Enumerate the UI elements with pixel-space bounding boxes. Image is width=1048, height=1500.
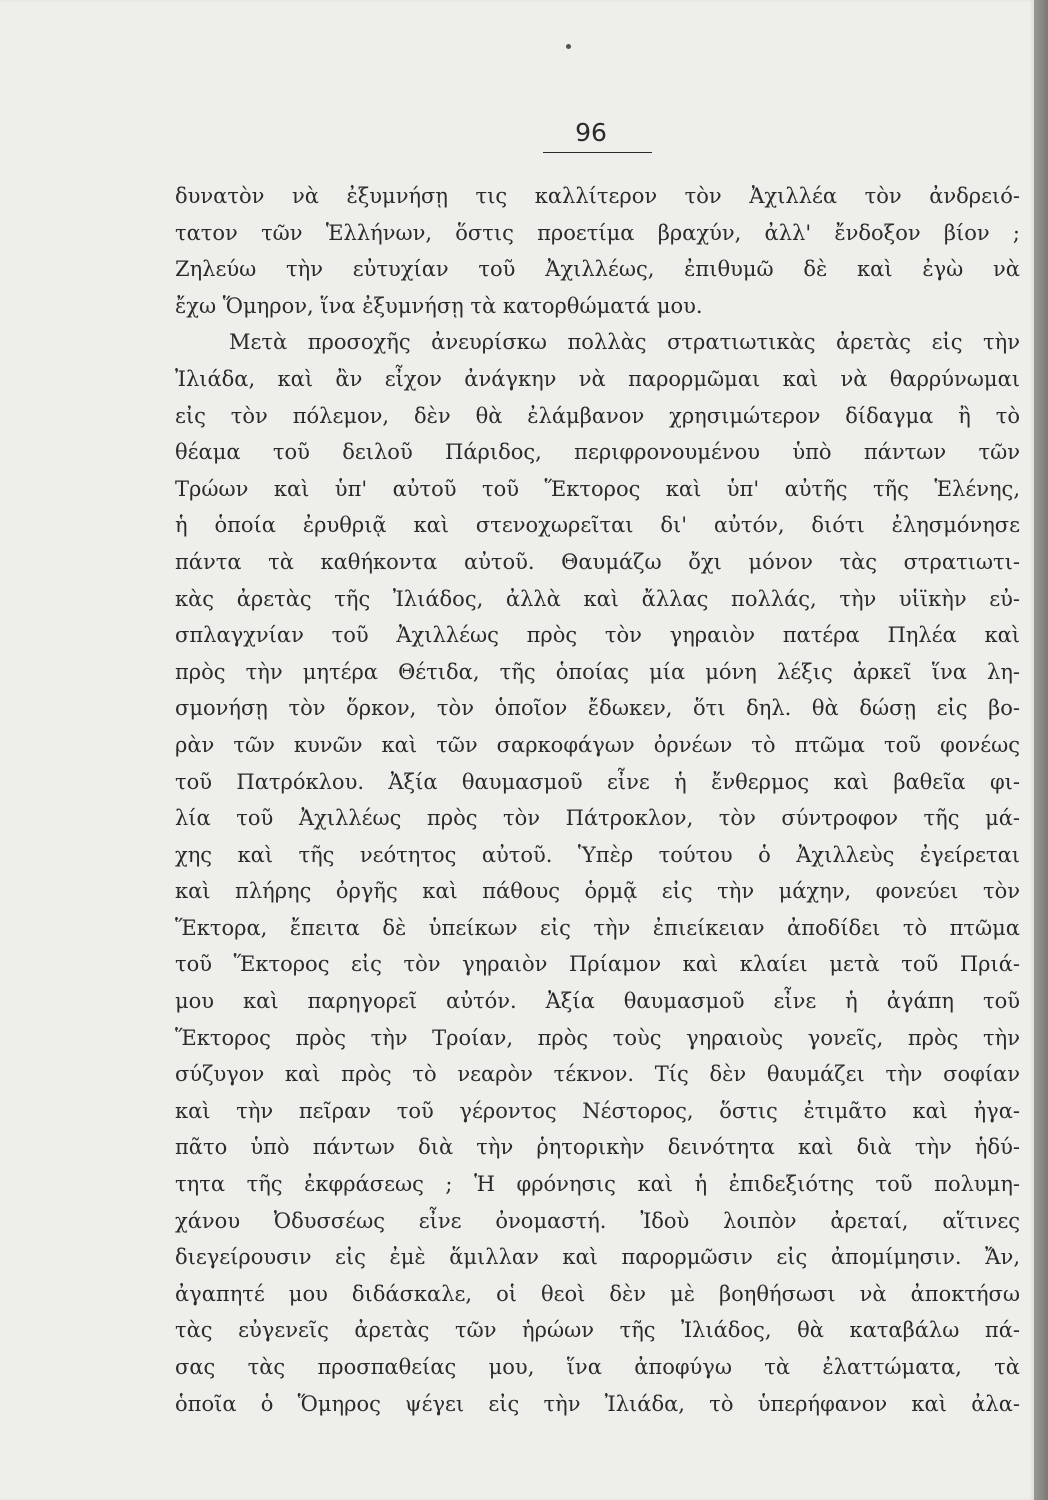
body-text [175, 178, 1020, 1422]
text-line: πᾶτο ὑπὸ πάντων διὰ τὴν ῥητορικὴν δεινότητα καὶ διὰ τὴν ἡδύ- [175, 1135, 1020, 1160]
text-line: σας τὰς προσπαθείας μου, ἵνα ἀποφύγω τὰ ἐλαττώματα, τὰ [175, 1355, 1020, 1379]
text-line: λία τοῦ Ἀχιλλέως πρὸς τὸν Πάτροκλον, τὸν σύντροφον τῆς μά- [175, 806, 1020, 831]
text-line: σύζυγον καὶ πρὸς τὸ νεαρὸν τέκνον. Τίς δὲν θαυμάζει τὴν σοφίαν [175, 1062, 1020, 1087]
text-line: κὰς ἀρετὰς τῆς Ἰλιάδος, ἀλλὰ καὶ ἄλλας πολλάς, τὴν υἱϊκὴν εὐ- [175, 586, 1020, 611]
text-line: θέαμα τοῦ δειλοῦ Πάριδος, περιφρονουμένου ὑπὸ πάντων τῶν [175, 440, 1020, 465]
text-line: σπλαγχνίαν τοῦ Ἀχιλλέως πρὸς τὸν γηραιὸν πατέρα Πηλέα καὶ [175, 623, 1020, 648]
text-line: χάνου Ὀδυσσέως εἶνε ὀνομαστή. Ἰδοὺ λοιπὸν ἀρεταί, αἵτινες [175, 1208, 1020, 1233]
text-line: καὶ πλήρης ὀργῆς καὶ πάθους ὁρμᾷ εἰς τὴν μάχην, φονεύει τὸν [175, 879, 1020, 904]
text-line: Τρώων καὶ ὑπ' αὐτοῦ τοῦ Ἕκτορος καὶ ὑπ' αὐτῆς τῆς Ἑλένης, [175, 476, 1020, 501]
text-line: ἔχω Ὅμηρον, ἵνα ἐξυμνήσῃ τὰ κατορθώματά μου. [175, 293, 703, 318]
text-line: Ἕκτορα, ἔπειτα δὲ ὑπείκων εἰς τὴν ἐπιείκειαν ἀποδίδει τὸ πτῶμα [175, 915, 1020, 940]
text-line: Ζηλεύω τὴν εὐτυχίαν τοῦ Ἀχιλλέως, ἐπιθυμῶ δὲ καὶ ἐγὼ νὰ [175, 257, 1020, 282]
text-line: Ἰλιάδα, καὶ ἂν εἶχον ἀνάγκην νὰ παρορμῶμαι καὶ νὰ θαρρύνωμαι [175, 366, 1020, 391]
text-line: ἀγαπητέ μου διδάσκαλε, οἱ θεοὶ δὲν μὲ βοηθήσωσι νὰ ἀποκτήσω [175, 1281, 1020, 1306]
text-line: τατον τῶν Ἑλλήνων, ὅστις προετίμα βραχύν, ἀλλ' ἔνδοξον βίον ; [175, 220, 1020, 245]
text-line: εἰς τὸν πόλεμον, δὲν θὰ ἐλάμβανον χρησιμώτερον δίδαγμα ἢ τὸ [175, 403, 1020, 428]
page-number-rule [543, 152, 652, 153]
scan-edge [1034, 0, 1048, 1500]
text-line: ἡ ὁποία ἐρυθριᾷ καὶ στενοχωρεῖται δι' αὐτόν, διότι ἐλησμόνησε [175, 513, 1020, 538]
text-line: τοῦ Ἕκτορος εἰς τὸν γηραιὸν Πρίαμον καὶ κλαίει μετὰ τοῦ Πριά- [175, 952, 1020, 977]
text-line: τοῦ Πατρόκλου. Ἀξία θαυμασμοῦ εἶνε ἡ ἔνθερμος καὶ βαθεῖα φι- [175, 769, 1020, 794]
paragraph-start-line: Μετὰ προσοχῆς ἀνευρίσκω πολλὰς στρατιωτικὰς ἀρετὰς εἰς τὴν [229, 330, 1020, 355]
ink-speck [566, 44, 571, 49]
text-line: σμονήσῃ τὸν ὅρκον, τὸν ὁποῖον ἔδωκεν, ὅτι δηλ. θὰ δώσῃ εἰς βο- [175, 696, 1020, 721]
text-line: πρὸς τὴν μητέρα Θέτιδα, τῆς ὁποίας μία μόνη λέξις ἀρκεῖ ἵνα λη- [175, 659, 1020, 684]
text-line: διεγείρουσιν εἰς ἐμὲ ἅμιλλαν καὶ παρορμῶσιν εἰς ἀπομίμησιν. Ἄν, [175, 1245, 1020, 1270]
page-number: 96 [575, 118, 607, 147]
text-line: δυνατὸν νὰ ἐξυμνήσῃ τις καλλίτερον τὸν Ἀχιλλέα τὸν ἀνδρειό- [175, 184, 1020, 208]
text-line: καὶ τὴν πεῖραν τοῦ γέροντος Νέστορος, ὅστις ἐτιμᾶτο καὶ ἠγα- [175, 1098, 1020, 1123]
text-line: τητα τῆς ἐκφράσεως ; Ἡ φρόνησις καὶ ἡ ἐπιδεξιότης τοῦ πολυμη- [175, 1172, 1020, 1197]
text-line: ὁποῖα ὁ Ὅμηρος ψέγει εἰς τὴν Ἰλιάδα, τὸ ὑπερήφανον καὶ ἀλα- [175, 1391, 1020, 1416]
text-line: Ἕκτορος πρὸς τὴν Τροίαν, πρὸς τοὺς γηραιοὺς γονεῖς, πρὸς τὴν [175, 1025, 1020, 1050]
text-line: χης καὶ τῆς νεότητος αὐτοῦ. Ὑπὲρ τούτου ὁ Ἀχιλλεὺς ἐγείρεται [175, 842, 1020, 867]
text-line: ρὰν τῶν κυνῶν καὶ τῶν σαρκοφάγων ὀρνέων τὸ πτῶμα τοῦ φονέως [175, 732, 1020, 757]
text-line: πάντα τὰ καθήκοντα αὐτοῦ. Θαυμάζω ὄχι μόνον τὰς στρατιωτι- [175, 549, 1020, 574]
text-line: τὰς εὐγενεῖς ἀρετὰς τῶν ἡρώων τῆς Ἰλιάδος, θὰ καταβάλω πά- [175, 1318, 1020, 1343]
text-line: μου καὶ παρηγορεῖ αὐτόν. Ἀξία θαυμασμοῦ εἶνε ἡ ἀγάπη τοῦ [175, 989, 1020, 1014]
